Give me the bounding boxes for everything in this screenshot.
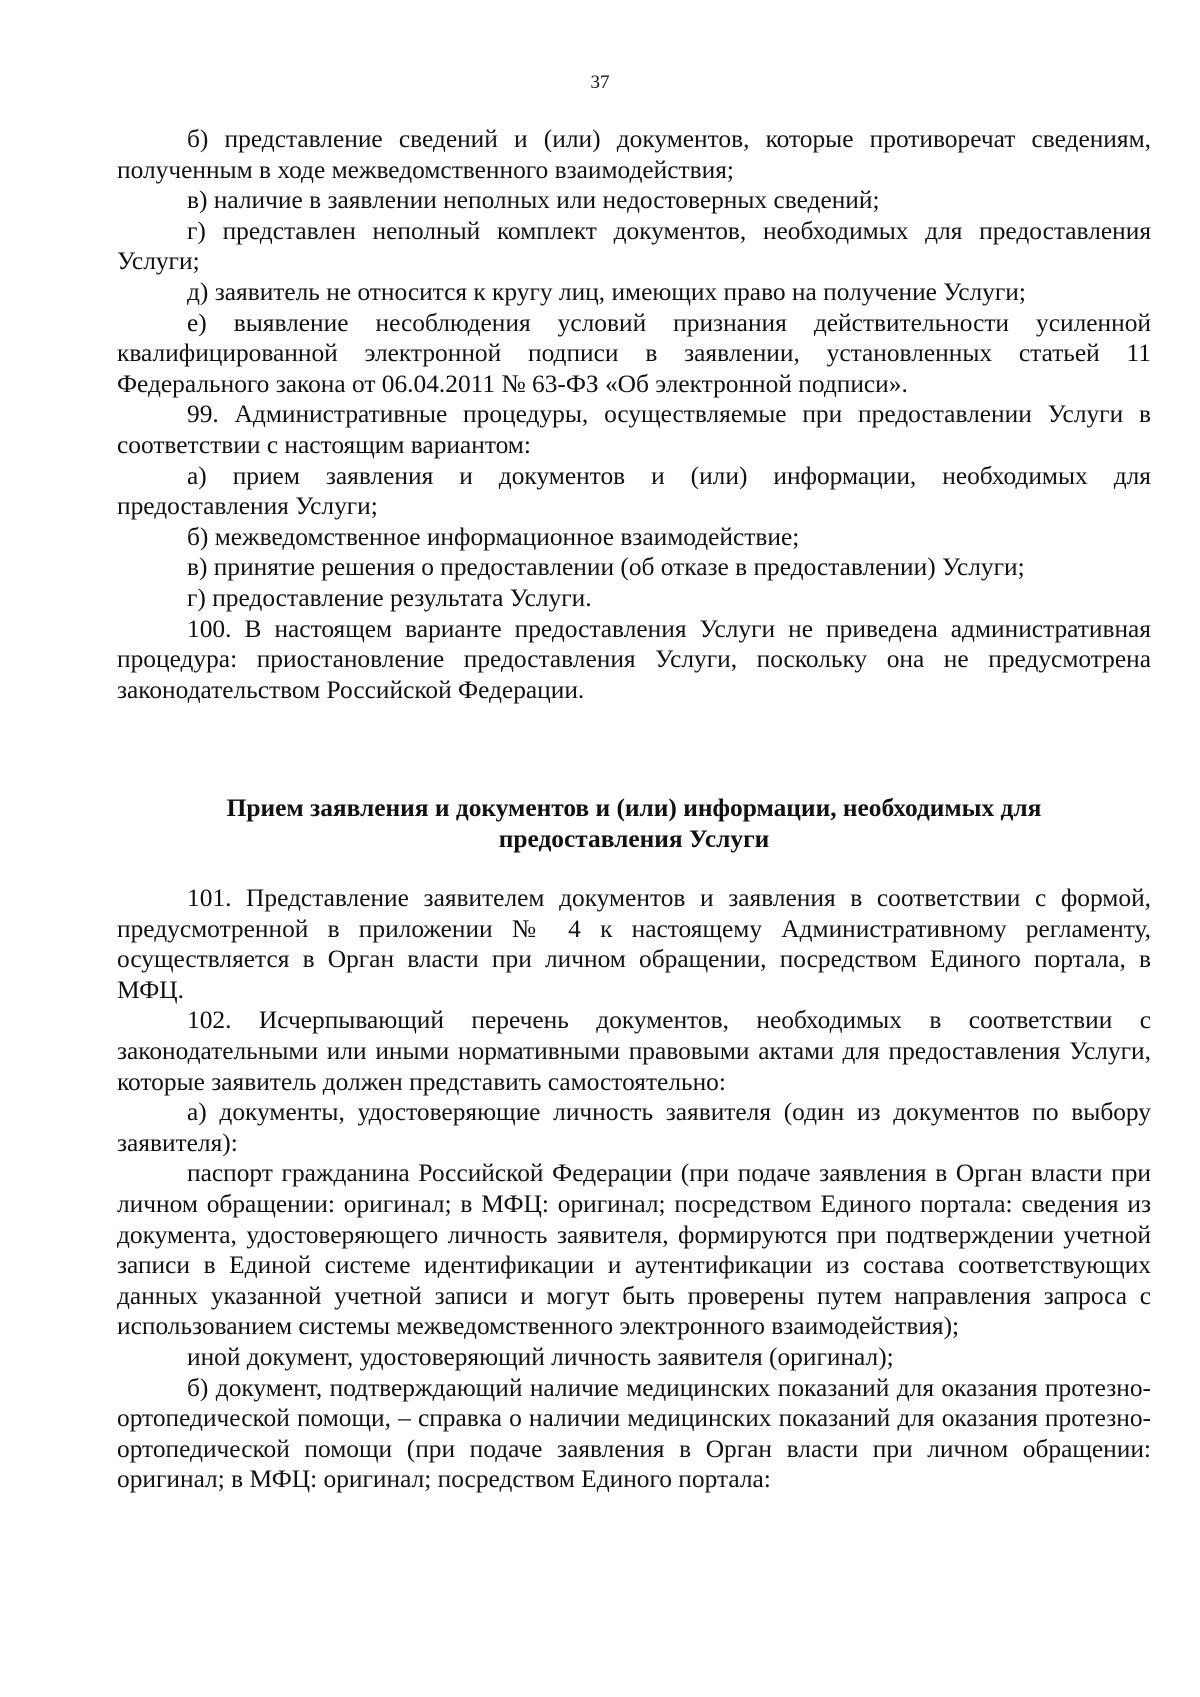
page-number: 37 <box>590 72 610 93</box>
paragraph-102-a: а) документы, удостоверяющие личность заявителя (один из документов по выбору заявителя): <box>117 1098 1151 1157</box>
paragraph-passport: паспорт гражданина Российской Федерации (при подаче заявления в Орган власти при личном обращении: оригинал; в МФЦ: оригинал; посредством Единого портала: сведения из документа, удостоверяющего личность заявителя, формируются при подтверждении учетной записи в Единой системе идентификации и аутентификации из состава соответствующих данных указанной учетной записи и могут быть проверены путем направления запроса с использованием системы межведомственного электронного взаимодействия); <box>117 1159 1151 1341</box>
text-block-top <box>117 124 1151 705</box>
paragraph-102-b: б) документ, подтверждающий наличие медицинских показаний для оказания протезно-ортопедической помощи, – справка о наличии медицинских показаний для оказания протезно-ортопедической помощи (при подаче заявления в Орган власти при личном обращении: оригинал; в МФЦ: оригинал; посредством Единого портала: <box>117 1373 1151 1494</box>
paragraph-101: 101. Представление заявителем документов и заявления в соответствии с формой, предусмотренной в приложении № 4 к настоящему Административному регламенту, осуществляется в Орган власти при личном обращении, посредством Единого портала, в МФЦ. <box>117 884 1151 1004</box>
paragraph-g-incomplete-set: г) представлен неполный комплект документов, необходимых для предоставления Услуги; <box>117 216 1151 276</box>
paragraph-99-g: г) предоставление результата Услуги. <box>187 583 592 612</box>
text-block-bottom <box>117 883 1151 1495</box>
paragraph-102: 102. Исчерпывающий перечень документов, необходимых в соответствии с законодательными или иными нормативными правовыми актами для предоставления Услуги, которые заявитель должен представить самостоятельно: <box>117 1006 1151 1096</box>
paragraph-e-signature: е) выявление несоблюдения условий признания действительности усиленной квалифицированной электронной подписи в заявлении, установленных статьей 11 Федерального закона от 06.04.2011 № 63-ФЗ «Об электронной подписи». <box>117 308 1151 398</box>
paragraph-99-b: б) межведомственное информационное взаимодействие; <box>187 522 800 551</box>
paragraph-v-incomplete-info: в) наличие в заявлении неполных или недостоверных сведений; <box>187 186 880 215</box>
section-title-line-1: Прием заявления и документов и (или) информации, необходимых для <box>226 794 1042 822</box>
paragraph-99-a: а) прием заявления и документов и (или) информации, необходимых для предоставления Услуги; <box>117 461 1151 521</box>
paragraph-99: 99. Административные процедуры, осуществляемые при предоставлении Услуги в соответствии с настоящим вариантом: <box>117 400 1151 459</box>
paragraph-100: 100. В настоящем варианте предоставления Услуги не приведена административная процедура: приостановление предоставления Услуги, поскольку она не предусмотрена законодательством Российской Федерации. <box>117 614 1151 704</box>
paragraph-d-not-eligible: д) заявитель не относится к кругу лиц, имеющих право на получение Услуги; <box>187 277 1026 306</box>
paragraph-b-contradiction: б) представление сведений и (или) документов, которые противоречат сведениям, полученным в ходе межведомственного взаимодействия; <box>117 125 1151 184</box>
paragraph-99-v: в) принятие решения о предоставлении (об отказе в предоставлении) Услуги; <box>187 553 1025 582</box>
section-title <box>117 793 1151 855</box>
paragraph-other-id: иной документ, удостоверяющий личность заявителя (оригинал); <box>187 1342 894 1371</box>
section-title-line-2: предоставления Услуги <box>498 825 770 853</box>
